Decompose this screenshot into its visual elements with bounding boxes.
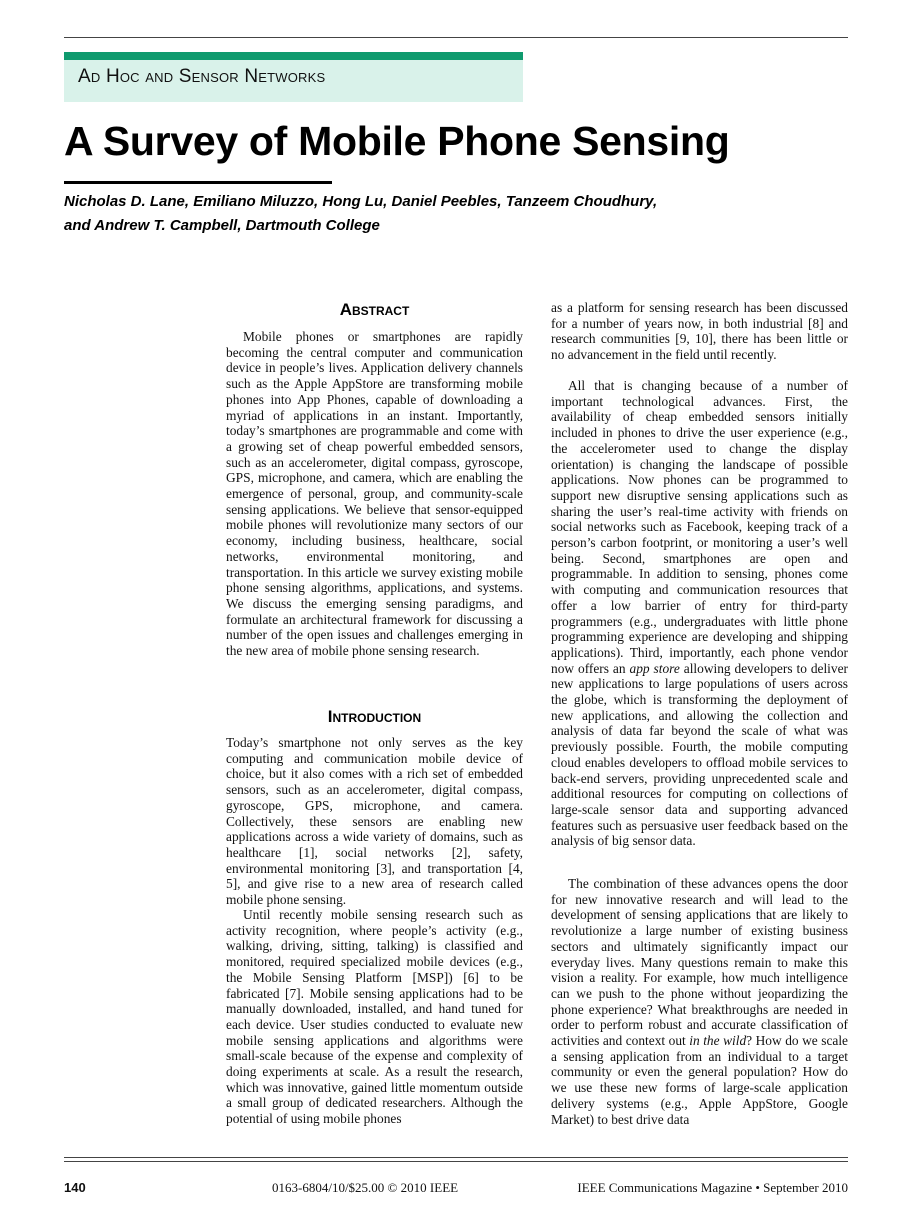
abstract-text: Mobile phones or smartphones are rapidly becoming the central computer and communication device in people’s lives. Application delivery channels such as the Apple AppStore are transforming mobile phones into App Phones, capable of downloading a myriad of applications in an instant. Importantly, today’s smartphones are programmable and come with a growing set of cheap powerful embedded sensors, such as an accelerometer, digital compass, gyroscope, GPS, microphone, and camera, which are enabling the emergence of personal, group, and community-scale sensing applications. We believe that sensor-equipped mobile phones will revolutionize many sectors of our economy, including business, healthcare, social networks, environmental monitoring, and transportation. In this article we survey existing mobile phone sensing algorithms, applications, and systems. We discuss the emerging sensing paradigms, and formulate an architectural framework for discussing a number of the open issues and challenges emerging in the new area of mobile phone sensing research. [226,329,523,659]
paragraph-3-text-a: The combination of these advances opens the door for new innovative research and will lead to the development of sensing applications that are likely to revolutionize a large number of existing business sectors and ultimately significantly impact our everyday lives. Many questions remain to make this vision a reality. For example, how much intelligence can we push to the phone without jeopardizing the phone experience? What breakthroughs are needed in order to perform robust and accurate classification of activities and context out [551,876,848,1049]
paragraph-2-text-b: allowing developers to deliver new applications to large populations of users across the globe, which is transforming the deployment of new applications, and allowing the collection and analysis of data far beyond the scale of what was previously possible. Fourth, the mobile computing cloud enables developers to offload mobile services to back-end servers, providing unprecedented scale and additional resources for computing on collections of large-scale sensor data and supporting advanced features such as persuasive user feedback based on the analysis of big sensor data. [551,660,849,849]
section-banner-bar [64,52,523,60]
app-store-emphasis: app store [629,660,680,676]
page-number: 140 [64,1180,86,1195]
introduction-paragraph-1: Today’s smartphone not only serves as the key computing and communication mobile device of choice, but it also comes with a rich set of embedded sensors, such as an accelerometer, digital compass, gyroscope, GPS, microphone, and camera. Collectively, these sensors are enabling new applications across a wide variety of domains, such as healthcare [1], social networks [2], safety, environmental monitoring [3], and transportation [4, 5], and give rise to a new area of research called mobile phone sensing. [226,735,523,908]
footer-rule-secondary [64,1161,848,1162]
in-the-wild-emphasis: in the wild [689,1033,747,1049]
right-column-paragraph-2 [551,378,848,849]
article-title: A Survey of Mobile Phone Sensing [64,118,730,164]
top-rule [64,37,848,38]
right-column-paragraph-1: as a platform for sensing research has been discussed for a number of years now, in both industrial [8] and research communities [9, 10], there has been little or no advancement in the field until recently. [551,300,848,363]
abstract-heading: Abstract [339,300,410,319]
footer-rule [64,1157,848,1158]
right-column-paragraph-3 [551,876,848,1127]
authors-line-2: and Andrew T. Campbell, Dartmouth College [64,217,380,234]
paragraph-2-text-a: All that is changing because of a number of important technological advances. First, the availability of cheap embedded sensors initially included in phones to drive the user experience (e.g., the accelerometer used to change the display orientation) is changing the landscape of possible applications. Now phones can be programmed to support new disruptive sensing applications such as sharing the user’s real-time activity with friends on social networks such as Facebook, keeping track of a person’s carbon footprint, or monitoring a user’s well being. Second, smartphones are open and programmable. In addition to sensing, phones come with computing and communication resources that offer a low barrier of entry for third-party programmers (e.g., undergraduates with little phone programming experience are developing and shipping applications). Third, importantly, each phone vendor now offers an [551,378,848,676]
introduction-heading: Introduction [327,707,422,726]
journal-info: IEEE Communications Magazine • September 2010 [577,1180,848,1195]
section-label: Ad Hoc and Sensor Networks [78,66,326,87]
paragraph-3-text-b: ? How do we scale a sensing application from an individual to a target community or even the general population? How do we use these new forms of large-scale application delivery systems (e.g., Apple AppStore, Google Market) to best drive data [551,1033,848,1127]
title-rule [64,181,332,184]
copyright-notice: 0163-6804/10/$25.00 © 2010 IEEE [272,1180,459,1195]
authors-line-1: Nicholas D. Lane, Emiliano Miluzzo, Hong Lu, Daniel Peebles, Tanzeem Choudhury, [64,193,658,210]
introduction-paragraph-2: Until recently mobile sensing research such as activity recognition, where people’s activity (e.g., walking, driving, sitting, talking) is classified and monitored, required specialized mobile devices (e.g., the Mobile Sensing Platform [MSP]) [6] to be fabricated [7]. Mobile sensing applications had to be manually downloaded, installed, and hand tuned for each device. User studies conducted to evaluate new mobile sensing applications and algorithms were small-scale because of the expense and complexity of doing experiments at scale. As a result the research, which was innovative, gained little momentum outside a small group of dedicated researchers. Although the potential of using mobile phones [226,907,523,1127]
